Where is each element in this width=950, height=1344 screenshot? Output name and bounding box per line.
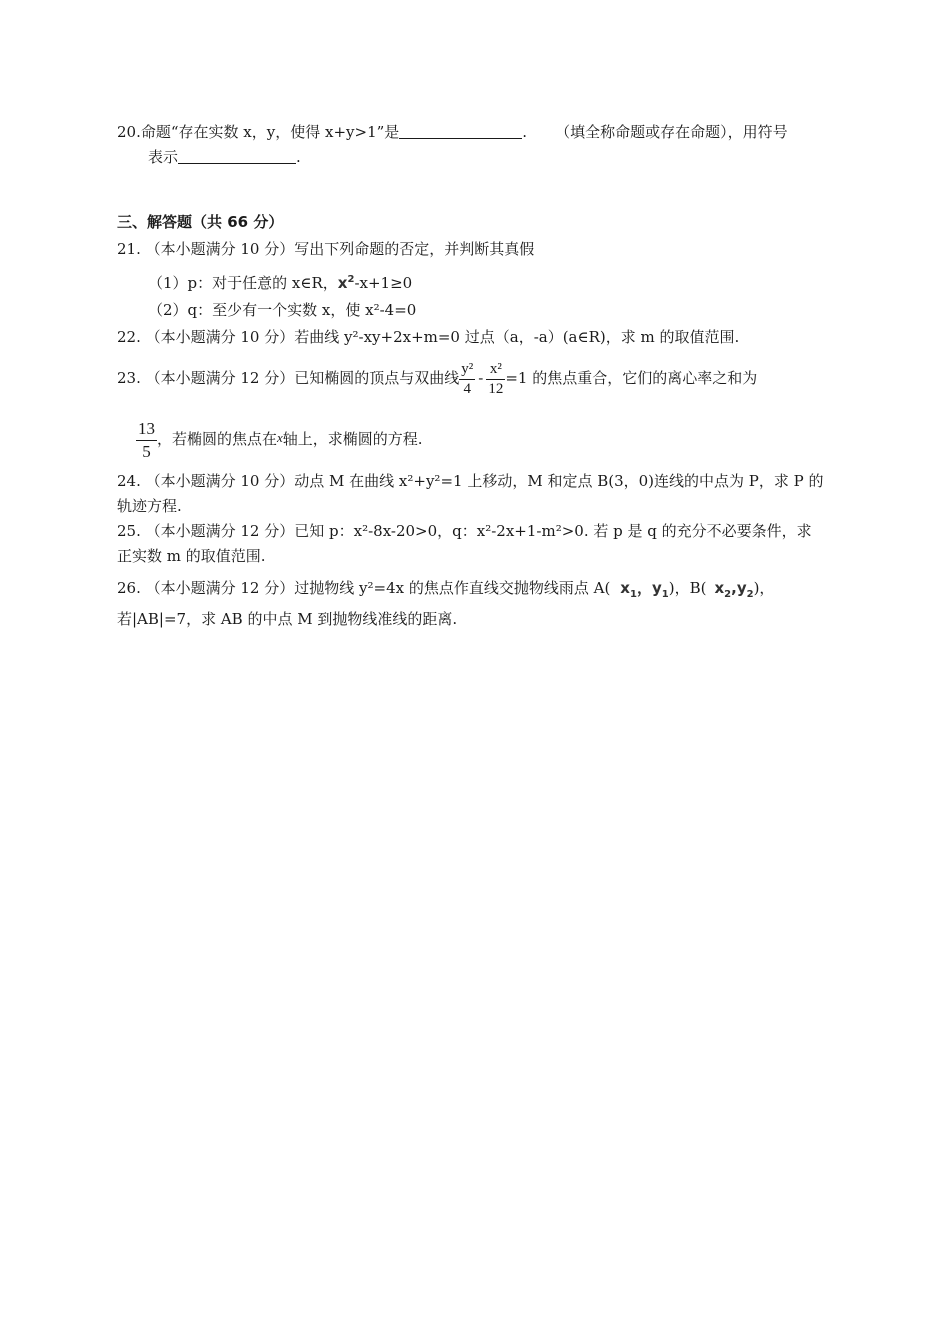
q26-a-y: y bbox=[651, 579, 662, 597]
q21-sub1-suffix: -x+1≥0 bbox=[354, 274, 413, 292]
q25-line1: 25. （本小题满分 12 分）已知 p：x²-8x-20>0，q：x²-2x+1-m²>0. 若 p 是 q 的充分不必要条件，求 bbox=[117, 522, 812, 540]
q20-text: 20.命题“存在实数 x，y，使得 x+y>1”是 bbox=[117, 123, 400, 141]
q26-mid: )，B( bbox=[668, 579, 707, 597]
q23-f2-num: x² bbox=[486, 360, 505, 380]
q21-sub1-exp: 2 bbox=[347, 274, 355, 285]
q26-b-sep: , bbox=[731, 579, 737, 597]
q22-text: 22. （本小题满分 10 分）若曲线 y²-xy+2x+m=0 过点（a，-a）(a∈R)，求 m 的取值范围. bbox=[117, 328, 740, 346]
q24-line2: 轨迹方程. bbox=[117, 497, 182, 515]
section-heading: 三、解答题（共 66 分） bbox=[117, 213, 284, 231]
q21-sub2: （2）q：至少有一个实数 x，使 x²-4=0 bbox=[148, 301, 417, 319]
q26-a-sep: ， bbox=[636, 579, 652, 597]
q21-sub1-x: x bbox=[337, 274, 348, 292]
q21-text: 21. （本小题满分 10 分）写出下列命题的否定，并判断其真假 bbox=[117, 240, 535, 258]
q26-b-y: y bbox=[736, 579, 747, 597]
q20-answer-blank-1[interactable] bbox=[399, 122, 522, 139]
q26-prefix: 26. （本小题满分 12 分）过抛物线 y²=4x 的焦点作直线交抛物线雨点 A( bbox=[117, 579, 611, 597]
q23-f2-den: 12 bbox=[488, 380, 504, 397]
q23-f3-num: 13 bbox=[136, 418, 157, 441]
q23-line1 bbox=[117, 352, 757, 404]
q23-line2-b: 轴上，求椭圆的方程. bbox=[282, 430, 423, 448]
q20-period: . bbox=[522, 123, 528, 141]
q23-f1-num: y² bbox=[459, 360, 475, 380]
q23-line2-x: x bbox=[277, 430, 283, 445]
q23-line2 bbox=[136, 412, 423, 465]
q20-line2 bbox=[148, 147, 301, 167]
q26-b-ysub: 2 bbox=[746, 589, 754, 600]
q26-line2: 若|AB|=7，求 AB 的中点 M 到抛物线准线的距离. bbox=[117, 610, 458, 628]
q23-fraction-x2-over-12 bbox=[486, 360, 505, 399]
q20-hint: （填全称命题或存在命题），用符号 bbox=[555, 123, 788, 141]
q21-sub1 bbox=[148, 270, 412, 293]
q26-line1 bbox=[117, 578, 774, 605]
q24-line1: 24. （本小题满分 10 分）动点 M 在曲线 x²+y²=1 上移动，M 和定点 B(3，0)连线的中点为 P，求 P 的 bbox=[117, 472, 824, 490]
q26-a-x: x bbox=[620, 579, 630, 597]
q20-end: . bbox=[296, 148, 301, 166]
q20-symbol-label: 表示 bbox=[148, 148, 179, 166]
q23-fraction-y2-over-4 bbox=[459, 360, 475, 399]
q23-f3-den: 5 bbox=[142, 441, 151, 461]
q26-b-x: x bbox=[714, 579, 725, 597]
q23-prefix: 23. （本小题满分 12 分）已知椭圆的顶点与双曲线 bbox=[117, 369, 460, 387]
q20-line1 bbox=[117, 122, 788, 142]
q26-b-xsub: 2 bbox=[724, 589, 732, 600]
q23-f1-den: 4 bbox=[463, 380, 471, 397]
q26-a-xsub: 1 bbox=[629, 589, 637, 600]
q26-a-ysub: 1 bbox=[661, 589, 669, 600]
q23-suffix: =1 的焦点重合，它们的离心率之和为 bbox=[505, 369, 758, 387]
q20-answer-blank-2[interactable] bbox=[178, 147, 296, 164]
q23-minus: - bbox=[478, 369, 484, 387]
q23-line2-a: ，若椭圆的焦点在 bbox=[157, 430, 278, 448]
q23-fraction-13-over-5 bbox=[136, 418, 157, 463]
q25-line2: 正实数 m 的取值范围. bbox=[117, 547, 266, 565]
q21-sub1-prefix: （1）p：对于任意的 x∈R， bbox=[148, 274, 338, 292]
q26-suffix: )， bbox=[753, 579, 775, 597]
